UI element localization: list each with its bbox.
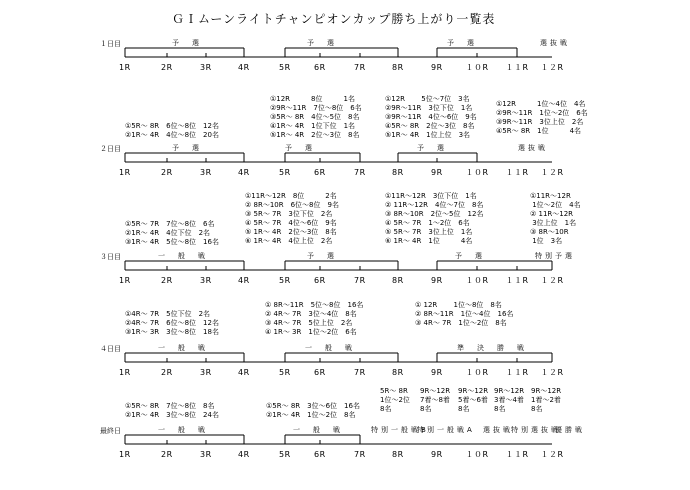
race-number: 9R	[431, 63, 443, 72]
race-number: １１R	[505, 368, 529, 377]
day-label: ２日目	[100, 145, 121, 153]
advancement-note: 9R～12R 5着～6着 8名	[458, 387, 489, 413]
bracket-group-label: 準 決 勝 戦	[457, 344, 527, 352]
race-number: １１R	[505, 168, 529, 177]
race-number: 8R	[392, 450, 404, 459]
race-number: 4R	[238, 450, 250, 459]
race-number: 9R	[431, 450, 443, 459]
race-number: 5R	[279, 450, 291, 459]
advancement-note: ①5R～ 8R 6位～8位 12名 ②1R～ 4R 4位～8位 20名	[125, 122, 219, 139]
bracket-group-label: 予 選	[307, 39, 337, 47]
race-number: 8R	[392, 368, 404, 377]
race-number: 9R	[431, 168, 443, 177]
bracket-group-label: 予 選	[285, 144, 315, 152]
advancement-note: 5R～ 8R 1位～2位 8名	[380, 387, 410, 413]
race-number: 3R	[200, 276, 212, 285]
race-number: １２R	[540, 168, 564, 177]
race-number: 4R	[238, 276, 250, 285]
race-number: 3R	[200, 63, 212, 72]
advancement-note: ①11R～12R 1位～2位 4名 ② 11R～12R 3位上位 1名 ③ 8R～10R 1位 3名	[530, 192, 581, 245]
race-number: 3R	[200, 168, 212, 177]
advancement-note: ①12R 5位～7位 3名 ②9R～11R 3位下位 1名 ③9R～11R 4位～6位 9名 ④5R～ 8R 2位～3位 8名 ⑤1R～ 4R 1位上位 3名	[385, 95, 477, 139]
race-number: 1R	[119, 63, 131, 72]
race-number: 6R	[314, 276, 326, 285]
race-number: 5R	[279, 168, 291, 177]
race-number: 2R	[161, 168, 173, 177]
race-number: １０R	[465, 450, 489, 459]
race-number: 4R	[238, 168, 250, 177]
advancement-note: ①12R 1位～4位 4名 ②9R～11R 1位～2位 6名 ③9R～11R 3位上位 2名 ④5R～ 8R 1位 4名	[496, 100, 588, 135]
bracket-group-label: 予 選	[417, 144, 447, 152]
bracket-group-label: 特別一般戦A	[417, 426, 475, 434]
bracket-group-label: 予 選	[172, 144, 202, 152]
advancement-note: ①11R～12R 8位 2名 ② 8R～10R 6位～8位 9名 ③ 5R～ 7R 3位下位 2名 ④ 5R～ 7R 4位～6位 9名 ⑤ 1R～ 4R 2位～3位 8名 ⑥ 1R～ 4R 4位上位 2名	[245, 192, 339, 245]
race-number: １１R	[505, 276, 529, 285]
advancement-note: ①12R 8位 1名 ②9R～11R 7位～8位 6名 ③5R～ 8R 4位～5位 8名 ④1R～ 4R 1位下位 1名 ⑤1R～ 4R 2位～3位 8名	[270, 95, 362, 139]
bracket-group-label: 選抜戦	[518, 144, 548, 152]
bracket-group-label: 一 般 戦	[158, 426, 208, 434]
race-number: 1R	[119, 168, 131, 177]
advancement-note: 9R～12R 7着～8着 8名	[420, 387, 451, 413]
race-number: 7R	[354, 276, 366, 285]
race-number: 3R	[200, 368, 212, 377]
advancement-note: ①11R～12R 3位下位 1名 ② 11R～12R 4位～7位 8名 ③ 8R～10R 2位～5位 12名 ④ 5R～ 7R 1～2位 6名 ⑤ 5R～ 7R 3位上位 1名 ⑥ 1R～ 4R 1位 4名	[385, 192, 484, 245]
race-number: 4R	[238, 368, 250, 377]
bracket-group-label: 特別予選	[535, 252, 575, 260]
race-number: 9R	[431, 276, 443, 285]
race-number: １１R	[505, 450, 529, 459]
day-label: ３日目	[100, 253, 121, 261]
advancement-note: ①5R～ 8R 3位～6位 16名 ②1R～ 4R 1位～2位 8名	[266, 402, 360, 419]
bracket-group-label: 予 選	[455, 252, 485, 260]
advancement-note: ① 12R 1位～8位 8名 ② 8R～11R 1位～4位 16名 ③ 4R～ 7R 1位～2位 8名	[415, 301, 514, 327]
race-number: １０R	[465, 276, 489, 285]
race-number: 8R	[392, 63, 404, 72]
race-number: 9R	[431, 368, 443, 377]
bracket-group-label: 特別選抜戦	[511, 426, 561, 434]
race-number: 6R	[314, 450, 326, 459]
bracket-group-label: 一 般 戦	[158, 344, 208, 352]
page-title: ＧＩムーンライトチャンピオンカップ勝ち上がり一覧表	[172, 12, 496, 26]
race-number: 6R	[314, 368, 326, 377]
race-number: １２R	[540, 276, 564, 285]
race-number: 3R	[200, 450, 212, 459]
race-number: 1R	[119, 368, 131, 377]
bracket-group-label: 一 般 戦	[305, 344, 355, 352]
race-number: 5R	[279, 63, 291, 72]
bracket-group-label: 予 選	[447, 39, 477, 47]
race-number: 2R	[161, 63, 173, 72]
bracket-group-label: 選抜戦	[483, 426, 513, 434]
race-number: 1R	[119, 450, 131, 459]
advancement-note: ① 8R～11R 5位～8位 16名 ② 4R～ 7R 3位～4位 8名 ③ 4R～ 7R 5位上位 2名 ④ 1R～ 3R 1位～2位 6名	[265, 301, 364, 336]
race-number: 2R	[161, 276, 173, 285]
bracket-group-label: 特別一般戦B	[371, 426, 429, 434]
race-number: 1R	[119, 276, 131, 285]
race-number: １０R	[465, 368, 489, 377]
race-number: １２R	[540, 368, 564, 377]
race-number: 2R	[161, 450, 173, 459]
race-number: 5R	[279, 276, 291, 285]
advancement-note: ①5R～ 8R 7位～8位 8名 ②1R～ 4R 3位～8位 24名	[125, 402, 219, 419]
day-label: ４日目	[100, 345, 121, 353]
bracket-group-label: 一 般 戦	[293, 426, 343, 434]
bracket-group-label: 予 選	[307, 252, 337, 260]
day-label: 最終日	[100, 427, 121, 435]
bracket-group-label: 一 般 戦	[158, 252, 208, 260]
day-label: １日目	[100, 40, 121, 48]
race-number: １１R	[505, 63, 529, 72]
advancement-note: 9R～12R 3着～4着 8名	[494, 387, 525, 413]
bracket-group-label: 予 選	[172, 39, 202, 47]
race-number: 6R	[314, 63, 326, 72]
race-number: 8R	[392, 276, 404, 285]
advancement-note: ①4R～ 7R 5位下位 2名 ②4R～ 7R 6位～8位 12名 ③1R～ 3R 3位～8位 18名	[125, 310, 219, 336]
race-number: １２R	[540, 63, 564, 72]
race-number: 7R	[354, 450, 366, 459]
advancement-note: ①5R～ 7R 7位～8位 6名 ②1R～ 4R 4位下位 2名 ③1R～ 4R 5位～8位 16名	[125, 220, 219, 246]
advancement-note: 9R～12R 1着～2着 8名	[531, 387, 562, 413]
race-number: １０R	[465, 168, 489, 177]
race-number: 6R	[314, 168, 326, 177]
race-number: 7R	[354, 368, 366, 377]
race-number: 7R	[354, 63, 366, 72]
race-number: 2R	[161, 368, 173, 377]
race-number: １０R	[465, 63, 489, 72]
race-number: 7R	[354, 168, 366, 177]
bracket-group-label: 選抜戦	[540, 39, 570, 47]
race-number: １２R	[540, 450, 564, 459]
race-number: 4R	[238, 63, 250, 72]
race-number: 8R	[392, 168, 404, 177]
race-number: 5R	[279, 368, 291, 377]
bracket-group-label: 優勝戦	[555, 426, 585, 434]
